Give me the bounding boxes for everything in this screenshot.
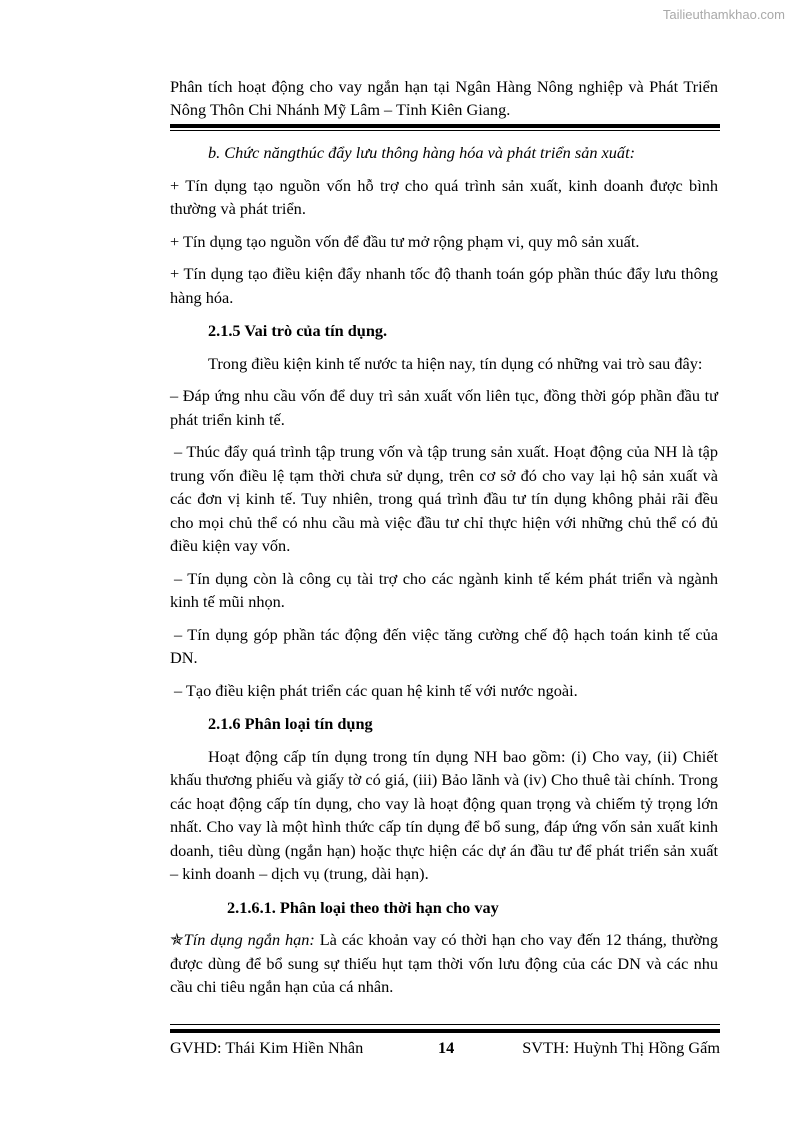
list-item: + Tín dụng tạo nguồn vốn để đầu tư mở rộng phạm vi, quy mô sản xuất. [170,231,640,251]
page-number: 14 [438,1038,455,1057]
footer-advisor: GVHD: Thái Kim Hiền Nhân [170,1038,364,1057]
list-item: – Tín dụng góp phần tác động đến việc tăng cường chế độ hạch toán kinh tế của DN. [170,624,718,667]
list-item: – Đáp ứng nhu cầu vốn để duy trì sản xuất vốn liên tục, đồng thời góp phần đầu tư phát triển kinh tế. [170,386,718,429]
paragraph: Trong điều kiện kinh tế nước ta hiện nay, tín dụng có những vai trò sau đây: [208,353,703,373]
short-term-text: Là các khoản vay có thời hạn cho vay đến 12 tháng, thường được dùng để bổ sung sự thiếu hụt tạm thời vốn lưu động của các DN và các nhu cầu chi tiêu ngắn hạn của cá nhân. [170,930,718,996]
section-heading-2-1-5: 2.1.5 Vai trò của tín dụng. [208,321,388,340]
section-heading-2-1-6-1: 2.1.6.1. Phân loại theo thời hạn cho vay [227,897,499,917]
watermark: Tailieuthamkhao.com [662,7,785,22]
subsection-b-title: b. Chức năngthúc đẩy lưu thông hàng hóa và phát triển sản xuất: [208,143,636,162]
list-item: – Tín dụng còn là công cụ tài trợ cho các ngành kinh tế kém phát triển và ngành kinh tế mũi nhọn. [170,568,718,611]
star-icon: ✯ [170,930,184,949]
footer-rule-thin [170,1024,720,1025]
list-item: – Thúc đẩy quá trình tập trung vốn và tập trung sản xuất. Hoạt động của NH là tập trung vốn điều lệ tạm thời chưa sử dụng, trên cơ sở đó cho vay lại hộ sản xuất và các đơn vị kinh tế. Tuy nhiên, trong quá trình đầu tư tín dụng không phải rãi đều cho mọi chủ thể có nhu cầu mà việc đầu tư chỉ thực hiện với những chủ thể có đủ điều kiện vay vốn. [170,442,718,555]
section-heading-2-1-6: 2.1.6 Phân loại tín dụng [208,714,373,733]
header-rule-thick [170,124,720,128]
footer-rule-thick [170,1029,720,1033]
page-footer [170,1038,720,1062]
list-item: + Tín dụng tạo điều kiện đẩy nhanh tốc độ thanh toán góp phần thúc đẩy lưu thông hàng hóa. [170,264,718,307]
paragraph: Hoạt động cấp tín dụng trong tín dụng NH bao gồm: (i) Cho vay, (ii) Chiết khấu thương phiếu và giấy tờ có giá, (iii) Bảo lãnh và (iv) Cho thuê tài chính. Trong các hoạt động cấp tín dụng, cho vay là hoạt động quan trọng và chiếm tỷ trọng lớn nhất. Cho vay là một hình thức cấp tín dụng để bổ sung, đáp ứng vốn sản xuất kinh doanh, tiêu dùng (ngắn hạn) hoặc thực hiện các dự án đầu tư để phát triển sản xuất – kinh doanh – dịch vụ (trung, dài hạn). [170,746,718,883]
page-body [170,141,718,999]
page-header [170,75,718,121]
header-rule-thin [170,130,720,131]
paragraph [170,928,718,999]
footer-student: SVTH: Huỳnh Thị Hồng Gấm [522,1038,720,1057]
list-item: – Tạo điều kiện phát triển các quan hệ kinh tế với nước ngoài. [174,680,578,700]
short-term-label: Tín dụng ngắn hạn: [183,930,315,949]
header-title: Phân tích hoạt động cho vay ngắn hạn tại Ngân Hàng Nông nghiệp và Phát Triển Nông Thôn Chi Nhánh Mỹ Lâm – Tỉnh Kiên Giang. [170,77,718,119]
list-item: + Tín dụng tạo nguồn vốn hỗ trợ cho quá trình sản xuất, kinh doanh được bình thường và phát triển. [170,175,718,218]
